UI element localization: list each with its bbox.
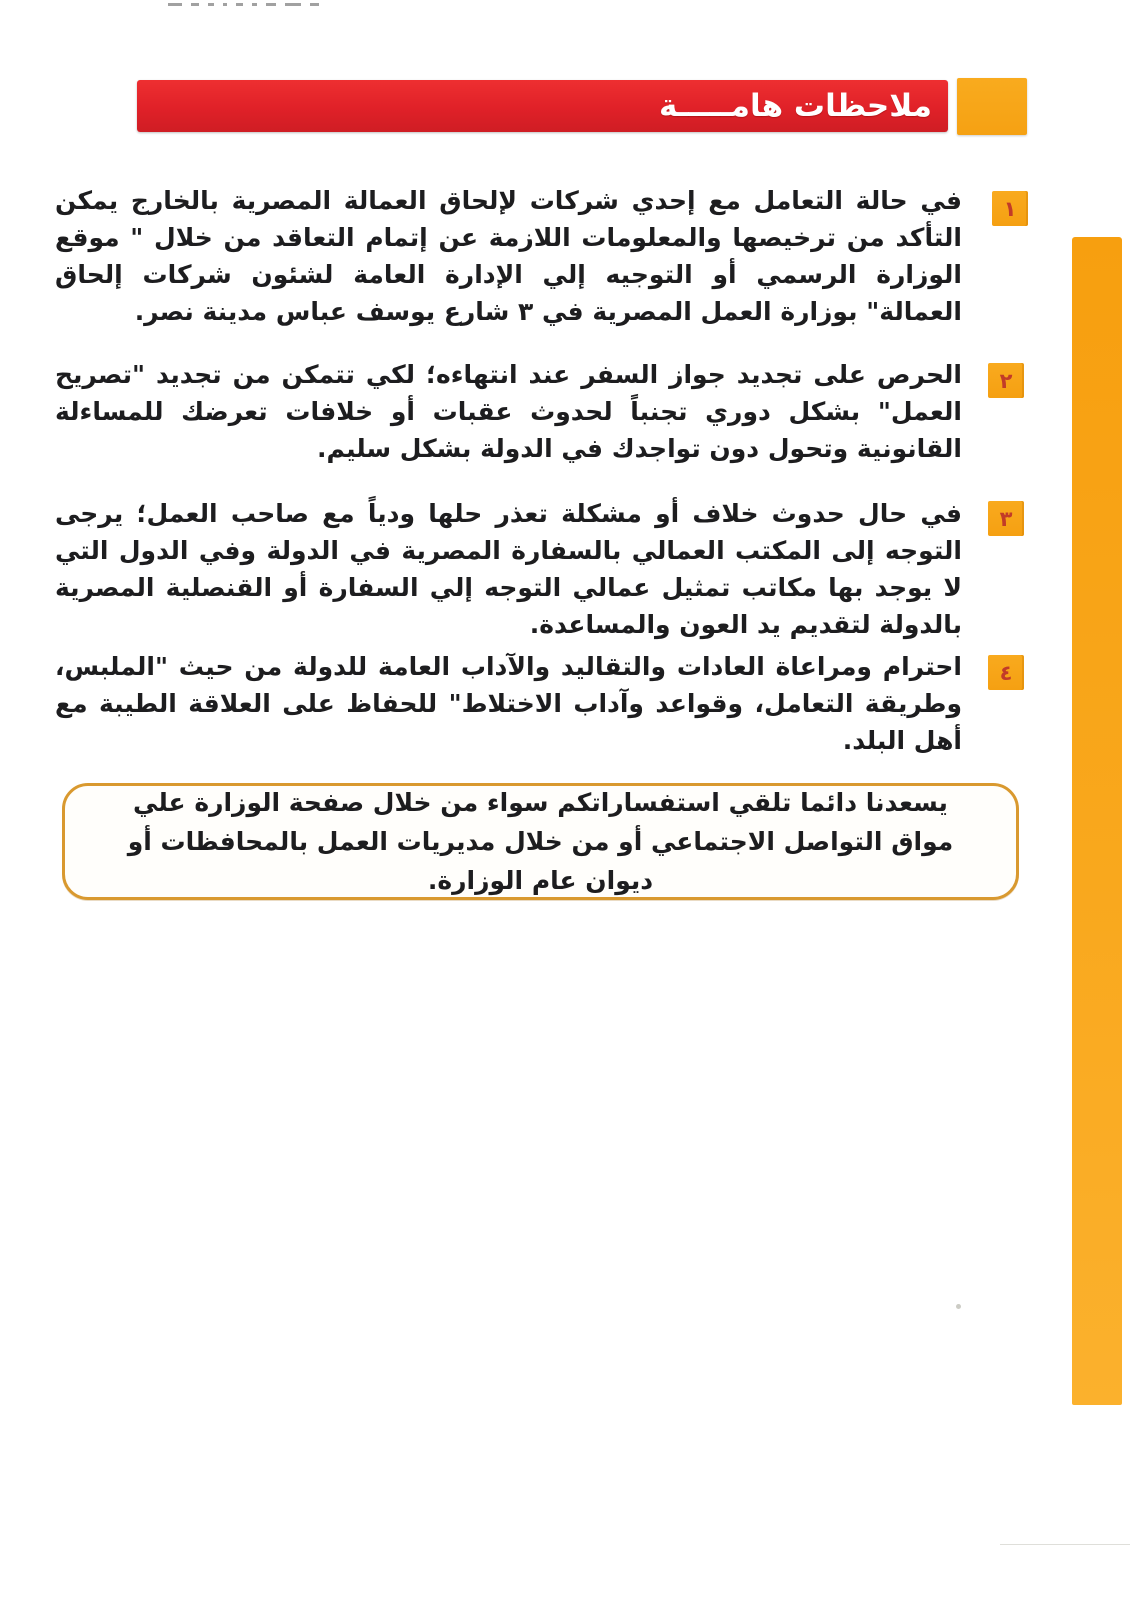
scan-artifact-dashes <box>168 3 348 9</box>
contact-info-text: يسعدنا دائما تلقي استفساراتكم سواء من خلال صفحة الوزارة علي مواق التواصل الاجتماعي أو من خلال مديريات العمل بالمحافظات أو ديوان عام الوزارة. <box>127 788 954 895</box>
contact-info-box <box>62 783 1019 900</box>
scan-artifact-dot <box>956 1304 961 1309</box>
note-number-badge-4: ٤ <box>988 655 1024 690</box>
page-title: ملاحظات هامـــــة <box>659 87 932 124</box>
scan-artifact-line <box>1000 1544 1130 1545</box>
header-orange-square <box>957 78 1027 135</box>
note-paragraph-2: الحرص على تجديد جواز السفر عند انتهاءه؛ لكي تتمكن من تجديد "تصريح العمل" بشكل دوري تجنباً لحدوث عقبات أو خلافات تعرضك للمساءلة القانونية وتحول دون تواجدك في الدولة بشكل سليم. <box>55 360 962 463</box>
note-number-badge-1: ١ <box>992 191 1028 226</box>
note-number-badge-3: ٣ <box>988 501 1024 536</box>
note-paragraph-1: في حالة التعامل مع إحدي شركات لإلحاق العمالة المصرية بالخارج يمكن التأكد من ترخيصها والمعلومات اللازمة عن إتمام التعاقد من خلال " موقع الوزارة الرسمي أو التوجيه إلي الإدارة العامة لشئون شركات إلحاق العمالة" بوزارة العمل المصرية في ٣ شارع يوسف عباس مدينة نصر. <box>55 186 962 326</box>
right-accent-bar <box>1072 237 1122 1405</box>
note-paragraph-3: في حال حدوث خلاف أو مشكلة تعذر حلها ودياً مع صاحب العمل؛ يرجى التوجه إلى المكتب العمالي بالسفارة المصرية في الدولة وفي الدول التي لا يوجد بها مكاتب تمثيل عمالي التوجه إلي السفارة أو القنصلية المصرية بالدولة لتقديم يد العون والمساعدة. <box>55 499 962 639</box>
header-banner <box>137 80 948 132</box>
note-paragraph-4: احترام ومراعاة العادات والتقاليد والآداب العامة للدولة من حيث "الملبس، وطريقة التعامل، وقواعد وآداب الاختلاط" للحفاظ على العلاقة الطيبة مع أهل البلد. <box>55 652 962 755</box>
note-number-badge-2: ٢ <box>988 363 1024 398</box>
